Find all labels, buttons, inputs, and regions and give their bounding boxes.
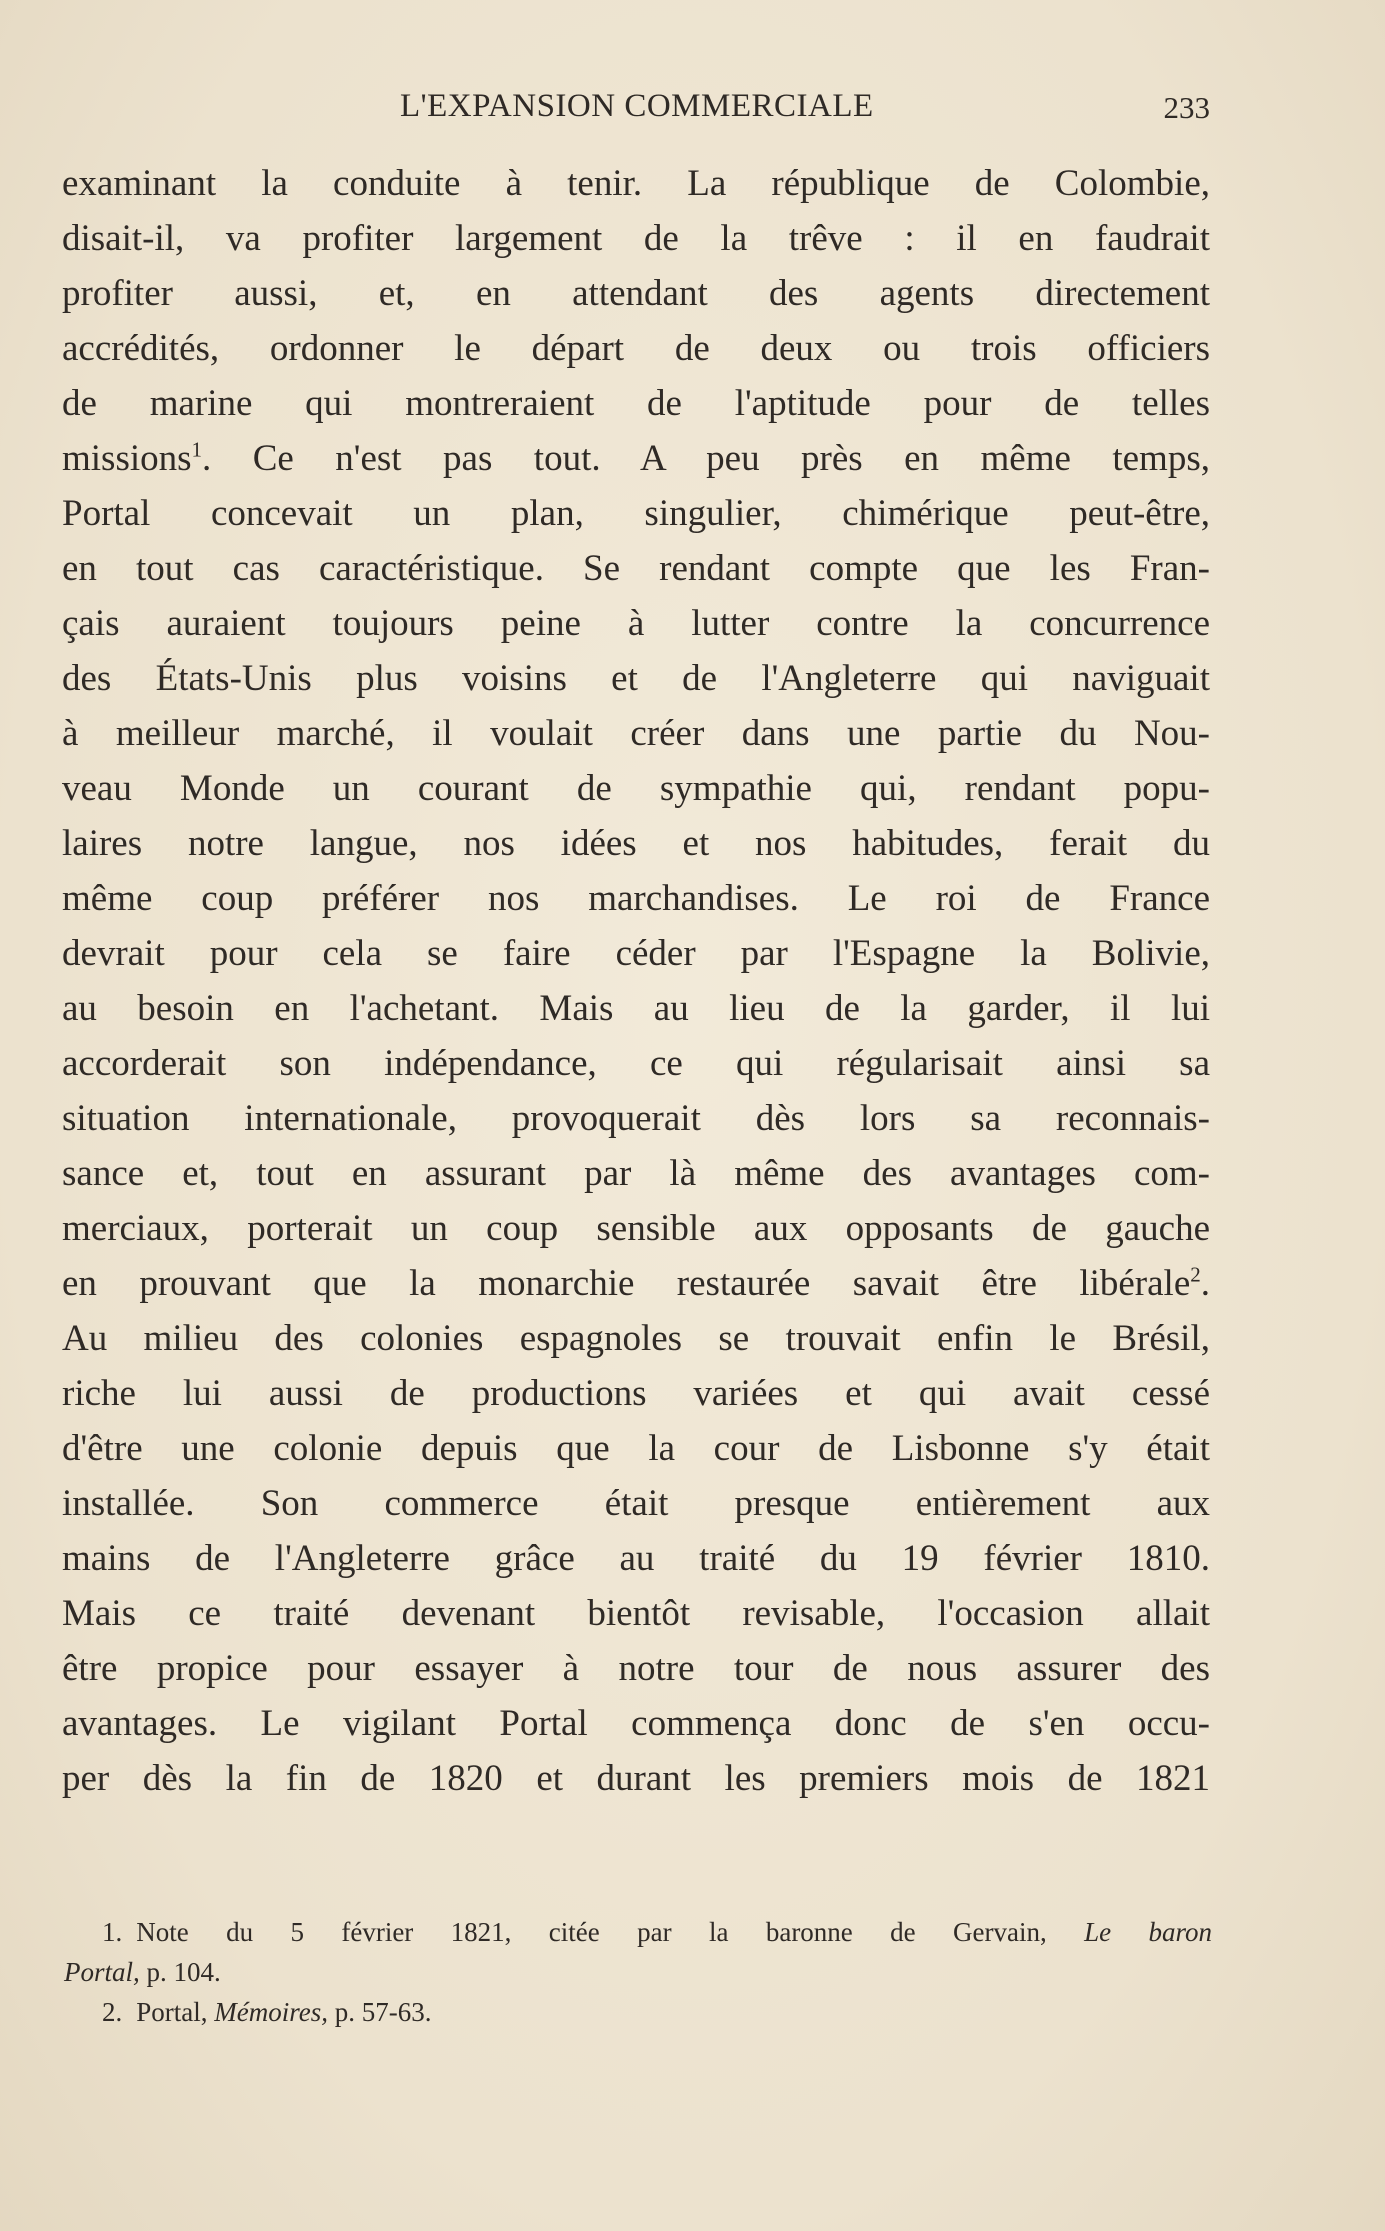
text-line: être propice pour essayer à notre tour de nous assurer des bbox=[62, 1648, 1210, 1689]
text-line: veau Monde un courant de sympathie qui, rendant popu- bbox=[62, 768, 1210, 809]
footnote-page: p. 104. bbox=[146, 1957, 221, 1987]
footnote-1 bbox=[64, 1912, 1212, 1952]
running-title: L'EXPANSION COMMERCIALE bbox=[400, 88, 874, 124]
text-segment: . bbox=[1200, 1263, 1210, 1304]
text-segment: en prouvant que la monarchie restaurée savait être libérale bbox=[62, 1263, 1191, 1304]
text-line: profiter aussi, et, en attendant des agents directement bbox=[62, 273, 1210, 314]
text-line: examinant la conduite à tenir. La république de Colombie, bbox=[62, 163, 1210, 204]
running-head bbox=[60, 88, 1210, 128]
text-line: au besoin en l'achetant. Mais au lieu de la garder, il lui bbox=[62, 988, 1210, 1029]
footnote-1-continued bbox=[64, 1952, 1212, 1992]
text-line: situation internationale, provoquerait dès lors sa reconnais- bbox=[62, 1098, 1210, 1139]
text-line bbox=[62, 1256, 1210, 1311]
footnotes bbox=[64, 1912, 1212, 2032]
text-line: installée. Son commerce était presque entièrement aux bbox=[62, 1483, 1210, 1524]
footnote-text: Portal, bbox=[136, 1997, 208, 2027]
text-line: laires notre langue, nos idées et nos habitudes, ferait du bbox=[62, 823, 1210, 864]
footnote-title: Mémoires, bbox=[214, 1997, 328, 2027]
text-line: Portal concevait un plan, singulier, chimérique peut-être, bbox=[62, 493, 1210, 534]
text-line: sance et, tout en assurant par là même des avantages com- bbox=[62, 1153, 1210, 1194]
text-line: mains de l'Angleterre grâce au traité du 19 février 1810. bbox=[62, 1538, 1210, 1579]
footnote-ref: 2 bbox=[1190, 1262, 1201, 1287]
text-line: riche lui aussi de productions variées et qui avait cessé bbox=[62, 1373, 1210, 1414]
footnote-title: Le baron bbox=[1084, 1917, 1212, 1947]
text-line: merciaux, porterait un coup sensible aux opposants de gauche bbox=[62, 1208, 1210, 1249]
text-line bbox=[62, 431, 1210, 486]
text-line: devrait pour cela se faire céder par l'Espagne la Bolivie, bbox=[62, 933, 1210, 974]
footnote-text: Note du 5 février 1821, citée par la baronne de Gervain, bbox=[136, 1917, 1047, 1947]
text-line: même coup préférer nos marchandises. Le roi de France bbox=[62, 878, 1210, 919]
footnote-number: 1. bbox=[102, 1917, 123, 1947]
text-line: Au milieu des colonies espagnoles se trouvait enfin le Brésil, bbox=[62, 1318, 1210, 1359]
text-line: des États-Unis plus voisins et de l'Angleterre qui naviguait bbox=[62, 658, 1210, 699]
text-line: avantages. Le vigilant Portal commença donc de s'en occu- bbox=[62, 1703, 1210, 1744]
text-line: accrédités, ordonner le départ de deux ou trois officiers bbox=[62, 328, 1210, 369]
page-number: 233 bbox=[1163, 90, 1210, 125]
footnote-number: 2. bbox=[102, 1997, 123, 2027]
text-line: çais auraient toujours peine à lutter contre la concurrence bbox=[62, 603, 1210, 644]
footnote-page: p. 57-63. bbox=[334, 1997, 432, 2027]
text-line: à meilleur marché, il voulait créer dans une partie du Nou- bbox=[62, 713, 1210, 754]
text-line: en tout cas caractéristique. Se rendant compte que les Fran- bbox=[62, 548, 1210, 589]
text-line: accorderait son indépendance, ce qui régularisait ainsi sa bbox=[62, 1043, 1210, 1084]
text-line: disait-il, va profiter largement de la trêve : il en faudrait bbox=[62, 218, 1210, 259]
text-line: per dès la fin de 1820 et durant les premiers mois de 1821 bbox=[62, 1758, 1210, 1799]
text-line: d'être une colonie depuis que la cour de Lisbonne s'y était bbox=[62, 1428, 1210, 1469]
text-segment: . Ce n'est pas tout. A peu près en même temps, bbox=[202, 438, 1210, 479]
footnote-ref: 1 bbox=[191, 437, 203, 462]
body-text bbox=[62, 156, 1210, 1806]
text-line: Mais ce traité devenant bientôt revisable, l'occasion allait bbox=[62, 1593, 1210, 1634]
footnote-title: Portal, bbox=[64, 1957, 140, 1987]
footnote-2 bbox=[64, 1992, 1212, 2032]
text-segment: missions bbox=[62, 438, 192, 479]
text-line: de marine qui montreraient de l'aptitude pour de telles bbox=[62, 383, 1210, 424]
